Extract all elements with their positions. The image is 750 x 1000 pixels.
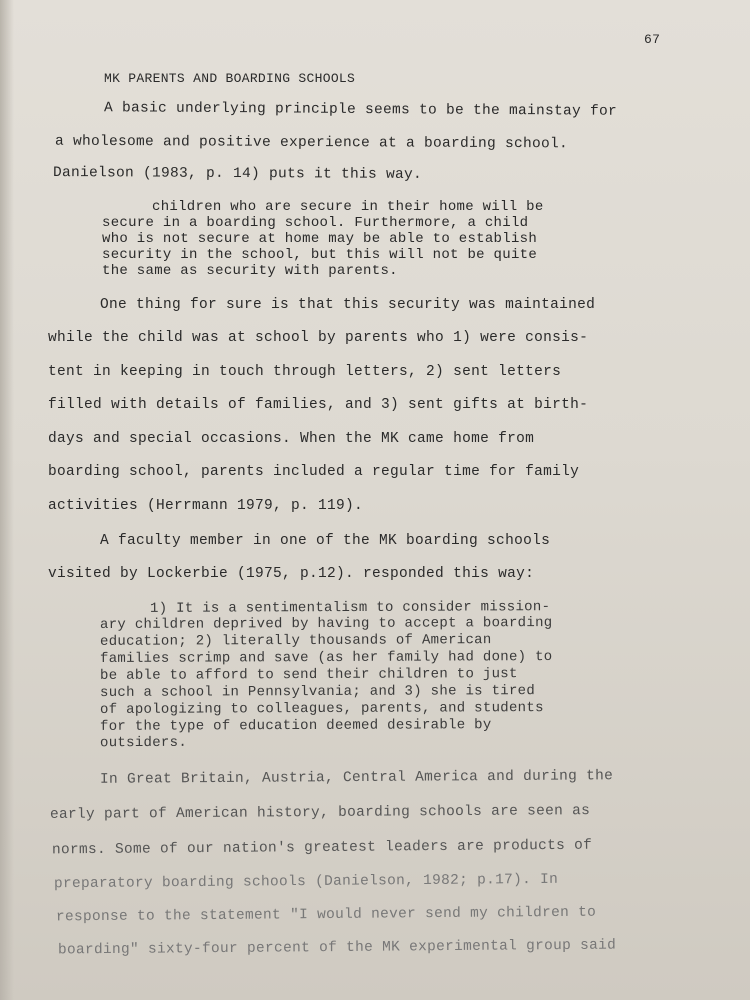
paragraph-line: A faculty member in one of the MK boarding schools: [100, 533, 551, 549]
block-quote-line: secure in a boarding school. Furthermore, a child: [102, 215, 529, 231]
paragraph-line: filled with details of families, and 3) sent gifts at birth-: [48, 397, 589, 413]
block-quote-line: ary children deprived by having to accept a boarding: [99, 615, 553, 633]
section-heading: MK PARENTS AND BOARDING SCHOOLS: [104, 71, 356, 86]
paragraph-line: Danielson (1983, p. 14) puts it this way.: [52, 165, 423, 183]
paragraph-line: while the child was at school by parents who 1) were consis-: [48, 330, 589, 346]
paragraph-line: One thing for sure is that this security was maintained: [100, 297, 596, 313]
paragraph-line: visited by Lockerbie (1975, p.12). responded this way:: [48, 566, 535, 582]
block-quote-line: for the type of education deemed desirable by: [99, 717, 492, 735]
block-quote-line: outsiders.: [99, 734, 188, 752]
block-quote-line: of apologizing to colleagues, parents, and students: [99, 700, 544, 718]
page-number: 67: [644, 32, 661, 47]
block-quote-line: who is not secure at home may be able to establish: [102, 231, 538, 247]
block-quote-line: education; 2) literally thousands of American: [99, 632, 492, 650]
paragraph-line: early part of American history, boarding schools are seen as: [49, 803, 591, 823]
paragraph-line: boarding school, parents included a regular time for family: [48, 464, 580, 480]
block-quote-line: be able to afford to send their children to just: [99, 666, 518, 684]
paragraph-line: A basic underlying principle seems to be the mainstay for: [103, 100, 618, 120]
page-edge-shadow: [0, 0, 14, 1000]
block-quote-line: families scrimp and save (as her family had done) to: [99, 649, 553, 667]
paragraph-line: In Great Britain, Austria, Central America and during the: [99, 768, 614, 788]
block-quote-line: the same as security with parents.: [102, 263, 398, 279]
paragraph-line: a wholesome and positive experience at a boarding school.: [54, 133, 569, 153]
paragraph-line: boarding" sixty-four percent of the MK experimental group said: [57, 937, 617, 959]
paragraph-line: tent in keeping in touch through letters, 2) sent letters: [48, 364, 562, 380]
paragraph-line: days and special occasions. When the MK came home from: [48, 431, 535, 447]
paragraph-line: preparatory boarding schools (Danielson, 1982; p.17). In: [53, 871, 559, 893]
block-quote-line: 1) It is a sentimentalism to consider mission-: [149, 599, 551, 617]
block-quote-line: children who are secure in their home will be: [152, 199, 544, 215]
block-quote-line: security in the school, but this will not be quite: [102, 247, 538, 263]
paragraph-line: response to the statement "I would never send my children to: [55, 904, 597, 926]
block-quote-line: such a school in Pennsylvania; and 3) she is tired: [99, 683, 536, 701]
paragraph-line: activities (Herrmann 1979, p. 119).: [48, 498, 364, 514]
paragraph-line: norms. Some of our nation's greatest leaders are products of: [51, 837, 593, 859]
